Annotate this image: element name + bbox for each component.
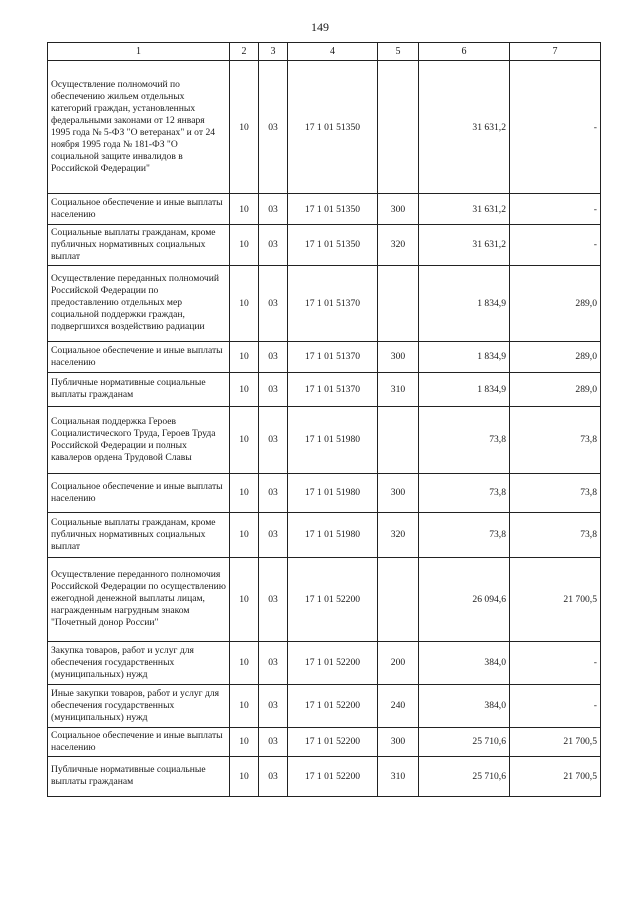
- row-expense-type: 300: [378, 727, 419, 756]
- row-amount-1: 384,0: [419, 684, 510, 727]
- row-name: Социальные выплаты гражданам, кроме публичных нормативных социальных выплат: [48, 512, 230, 557]
- row-section: 10: [230, 406, 259, 473]
- row-section: 10: [230, 727, 259, 756]
- row-expense-type: 310: [378, 756, 419, 796]
- row-expense-type: [378, 61, 419, 194]
- row-amount-2: 289,0: [510, 341, 601, 372]
- table-row: [48, 61, 601, 194]
- row-amount-2: 21 700,5: [510, 756, 601, 796]
- row-target-code: 17 1 01 51370: [288, 265, 378, 341]
- row-amount-1: 1 834,9: [419, 341, 510, 372]
- row-amount-2: -: [510, 641, 601, 684]
- row-expense-type: 320: [378, 225, 419, 266]
- row-amount-1: 73,8: [419, 473, 510, 512]
- row-subsection: 03: [259, 473, 288, 512]
- header-cell: 1: [48, 43, 230, 61]
- row-amount-1: 31 631,2: [419, 61, 510, 194]
- row-target-code: 17 1 01 51370: [288, 341, 378, 372]
- row-target-code: 17 1 01 52200: [288, 641, 378, 684]
- row-subsection: 03: [259, 641, 288, 684]
- row-target-code: 17 1 01 52200: [288, 727, 378, 756]
- row-amount-1: 73,8: [419, 512, 510, 557]
- header-cell: 3: [259, 43, 288, 61]
- row-section: 10: [230, 341, 259, 372]
- row-expense-type: 310: [378, 372, 419, 406]
- row-name: Социальная поддержка Героев Социалистического Труда, Героев Труда Российской Федерации и полных кавалеров ордена Трудовой Славы: [48, 406, 230, 473]
- header-row: [48, 43, 601, 61]
- row-amount-2: 289,0: [510, 372, 601, 406]
- row-expense-type: 300: [378, 473, 419, 512]
- row-expense-type: 200: [378, 641, 419, 684]
- row-expense-type: 320: [378, 512, 419, 557]
- row-amount-2: 73,8: [510, 473, 601, 512]
- row-target-code: 17 1 01 51980: [288, 406, 378, 473]
- row-target-code: 17 1 01 51350: [288, 61, 378, 194]
- row-expense-type: 240: [378, 684, 419, 727]
- row-name: Социальное обеспечение и иные выплаты населению: [48, 194, 230, 225]
- row-name: Социальные выплаты гражданам, кроме публичных нормативных социальных выплат: [48, 225, 230, 266]
- row-expense-type: [378, 406, 419, 473]
- row-amount-2: 21 700,5: [510, 727, 601, 756]
- header-cell: 7: [510, 43, 601, 61]
- row-amount-2: -: [510, 684, 601, 727]
- row-target-code: 17 1 01 51980: [288, 473, 378, 512]
- row-target-code: 17 1 01 52200: [288, 684, 378, 727]
- row-section: 10: [230, 557, 259, 641]
- table-row: [48, 684, 601, 727]
- table-row: [48, 473, 601, 512]
- table-row: [48, 341, 601, 372]
- row-section: 10: [230, 756, 259, 796]
- row-section: 10: [230, 225, 259, 266]
- row-subsection: 03: [259, 512, 288, 557]
- table-row: [48, 225, 601, 266]
- row-amount-1: 26 094,6: [419, 557, 510, 641]
- row-target-code: 17 1 01 51350: [288, 194, 378, 225]
- row-amount-2: -: [510, 225, 601, 266]
- row-name: Социальное обеспечение и иные выплаты населению: [48, 727, 230, 756]
- table-row: [48, 372, 601, 406]
- row-amount-2: 289,0: [510, 265, 601, 341]
- table-row: [48, 641, 601, 684]
- page-number: 149: [311, 20, 329, 34]
- row-section: 10: [230, 684, 259, 727]
- table-row: [48, 557, 601, 641]
- row-amount-2: -: [510, 194, 601, 225]
- row-subsection: 03: [259, 406, 288, 473]
- table-row: [48, 756, 601, 796]
- row-name: Публичные нормативные социальные выплаты гражданам: [48, 372, 230, 406]
- row-name: Осуществление переданных полномочий Российской Федерации по предоставлению отдельных мер социальной поддержки граждан, подвергшихся воздействию радиации: [48, 265, 230, 341]
- row-section: 10: [230, 473, 259, 512]
- header-cell: 6: [419, 43, 510, 61]
- table-row: [48, 727, 601, 756]
- row-section: 10: [230, 372, 259, 406]
- row-name: Публичные нормативные социальные выплаты гражданам: [48, 756, 230, 796]
- header-cell: 4: [288, 43, 378, 61]
- table-row: [48, 265, 601, 341]
- row-amount-1: 31 631,2: [419, 225, 510, 266]
- row-subsection: 03: [259, 684, 288, 727]
- row-amount-1: 384,0: [419, 641, 510, 684]
- row-section: 10: [230, 512, 259, 557]
- row-amount-2: 21 700,5: [510, 557, 601, 641]
- row-subsection: 03: [259, 372, 288, 406]
- row-subsection: 03: [259, 727, 288, 756]
- table-row: [48, 512, 601, 557]
- row-section: 10: [230, 641, 259, 684]
- header-cell: 5: [378, 43, 419, 61]
- row-expense-type: 300: [378, 341, 419, 372]
- row-name: Закупка товаров, работ и услуг для обеспечения государственных (муниципальных) нужд: [48, 641, 230, 684]
- table-row: [48, 406, 601, 473]
- row-name: Иные закупки товаров, работ и услуг для обеспечения государственных (муниципальных) нужд: [48, 684, 230, 727]
- row-subsection: 03: [259, 61, 288, 194]
- row-amount-2: 73,8: [510, 512, 601, 557]
- row-subsection: 03: [259, 557, 288, 641]
- row-name: Осуществление переданного полномочия Российской Федерации по осуществлению ежегодной денежной выплаты лицам, награжденным нагрудным знаком "Почетный донор России": [48, 557, 230, 641]
- row-amount-2: -: [510, 61, 601, 194]
- row-expense-type: [378, 265, 419, 341]
- row-amount-2: 73,8: [510, 406, 601, 473]
- row-section: 10: [230, 194, 259, 225]
- row-expense-type: [378, 557, 419, 641]
- row-amount-1: 73,8: [419, 406, 510, 473]
- budget-table: [47, 42, 601, 797]
- row-target-code: 17 1 01 52200: [288, 557, 378, 641]
- row-amount-1: 1 834,9: [419, 372, 510, 406]
- row-subsection: 03: [259, 341, 288, 372]
- row-target-code: 17 1 01 51370: [288, 372, 378, 406]
- row-target-code: 17 1 01 51980: [288, 512, 378, 557]
- row-amount-1: 31 631,2: [419, 194, 510, 225]
- row-subsection: 03: [259, 265, 288, 341]
- row-amount-1: 25 710,6: [419, 756, 510, 796]
- row-subsection: 03: [259, 225, 288, 266]
- header-cell: 2: [230, 43, 259, 61]
- row-name: Осуществление полномочий по обеспечению жильем отдельных категорий граждан, установленных федеральными законами от 12 января 1995 года № 5-ФЗ "О ветеранах" и от 24 ноября 1995 года № 181-ФЗ "О социальной защите инвалидов в Российской Федерации": [48, 61, 230, 194]
- row-target-code: 17 1 01 52200: [288, 756, 378, 796]
- row-subsection: 03: [259, 756, 288, 796]
- row-subsection: 03: [259, 194, 288, 225]
- row-amount-1: 25 710,6: [419, 727, 510, 756]
- row-name: Социальное обеспечение и иные выплаты населению: [48, 341, 230, 372]
- row-amount-1: 1 834,9: [419, 265, 510, 341]
- row-section: 10: [230, 61, 259, 194]
- row-section: 10: [230, 265, 259, 341]
- row-expense-type: 300: [378, 194, 419, 225]
- table-row: [48, 194, 601, 225]
- row-target-code: 17 1 01 51350: [288, 225, 378, 266]
- row-name: Социальное обеспечение и иные выплаты населению: [48, 473, 230, 512]
